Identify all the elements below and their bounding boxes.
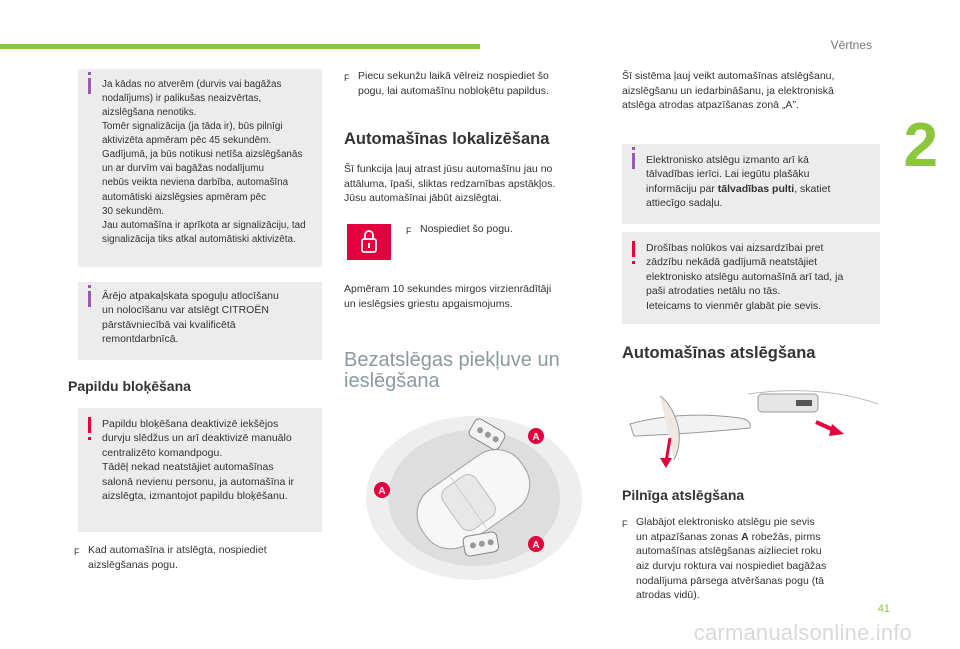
top-accent-bar — [0, 44, 480, 49]
svg-text:A: A — [378, 486, 386, 497]
instruction-unlocked: F Kad automašīna ir atslēgta, nospiediet aizslēgšanas pogu. — [74, 544, 267, 571]
instruction-full-unlock: F Glabājot elektronisko atslēgu pie sevis un atpazīšanas zonas A robežās, pirms automašīnas atslēgšanas aizlieciet roku aiz durvju roktura vai nospiediet bagāžas nodalījuma pārsega atvēršanas pogu (tā atrodas vidū). — [622, 516, 827, 602]
section-header: Vērtnes — [830, 38, 872, 52]
info-box-open-doors: Ja kādas no atverēm (durvis vai bagāžas nodalījums) ir palikušas neaizvērtas, aizslēgšana nenotiks. Tomēr signalizācija (ja tāda ir), būs pilnīgi aktivizēta apmēram pēc 45 sekundēm. Gadījumā, ja būs notikusi netīša aizslēgšanās un ar durvīm vai bagāžas nodalījumu nebūs veikta neviena darbība, automašīna automātiski aizslēgsies apmēram pēc 30 sekundēm. Jau automašīna ir aprīkota ar signalizāciju, tad signalizācija tiks atkal automātiski aktivizēta. — [78, 69, 322, 267]
page-number: 41 — [877, 603, 890, 615]
heading-full-unlock: Pilnīga atslēgšana — [622, 487, 745, 503]
warning-icon — [632, 241, 635, 257]
warning-icon — [88, 417, 91, 433]
zone-badge-icon — [528, 428, 544, 444]
svg-text:A: A — [532, 540, 540, 551]
lock-icon — [347, 224, 391, 260]
bullet-marker: F — [406, 226, 412, 236]
info-box-mirrors: Ārējo atpakaļskata spoguļu atlocīšanu un nolocīšanu var atslēgt CITROËN pārstāvniecībā vai kvalificētā remontdarbnīcā. — [78, 282, 322, 360]
zone-badge-icon — [528, 536, 544, 552]
warning-box-extra-locking: Papildu bloķēšana deaktivizē iekšējos durvju slēdžus un arī deaktivizē manuālo centralizēto komandpogu. Tādēļ nekad neatstājiet automašīnas salonā nevienu personu, ja automašīna ir aizslēgta, izmantojot papildu bloķēšanu. — [78, 408, 322, 532]
bullet-marker: F — [344, 73, 350, 83]
heading-extra-locking: Papildu bloķēšana — [68, 378, 191, 394]
paragraph-locate: Šī funkcija ļauj atrast jūsu automašīnu jau no attāluma, īpaši, sliktas redzamības apstākļos. Jūsu automašīnai jābūt aizslēgtai. — [344, 163, 556, 205]
heading-locate-car: Automašīnas lokalizēšana — [344, 130, 550, 148]
keyless-zone-illustration — [356, 410, 586, 585]
paragraph-system: Šī sistēma ļauj veikt automašīnas atslēgšanu, aizslēgšanu un iedarbināšanu, ja elektroniskā atslēga atrodas atpazīšanas zonā „A”. — [622, 70, 835, 112]
paragraph-indicators: Apmēram 10 sekundes mirgos virzienrādītāji un ieslēgsies griestu apgaismojums. — [344, 283, 552, 310]
svg-text:A: A — [532, 432, 540, 443]
info-box-remote: Elektronisko atslēgu izmanto arī kā tālvadības ierīci. Lai iegūtu plašāku informāciju par tālvadības pulti, skatiet attiecīgo sadaļu. — [622, 144, 880, 224]
bullet-marker: F — [622, 519, 628, 529]
info-icon — [88, 291, 91, 307]
chapter-number: 2 — [903, 111, 938, 180]
info-icon — [632, 153, 635, 169]
door-handle-illustration — [620, 374, 880, 470]
heading-keyless-access: Bezatslēgas piekļuve un ieslēgšana — [344, 349, 560, 392]
instruction-press-button: F Nospiediet šo pogu. — [406, 223, 513, 236]
zone-badge-icon — [374, 482, 390, 498]
watermark: carmanualsonline.info — [693, 620, 912, 645]
warning-box-key-safety: Drošības nolūkos vai aizsardzībai pret zādzību nekādā gadījumā neatstājiet elektronisko atslēgu automašīnā arī tad, ja paši atrodaties netālu no tās. Ieteicams to vienmēr glabāt pie sevis. — [622, 232, 880, 324]
info-icon — [88, 78, 91, 94]
heading-unlock-car: Automašīnas atslēgšana — [622, 344, 816, 362]
instruction-press-again: F Piecu sekunžu laikā vēlreiz nospiediet šo pogu, lai automašīnu nobloķētu papildus. — [344, 70, 549, 97]
bullet-marker: F — [74, 547, 80, 557]
